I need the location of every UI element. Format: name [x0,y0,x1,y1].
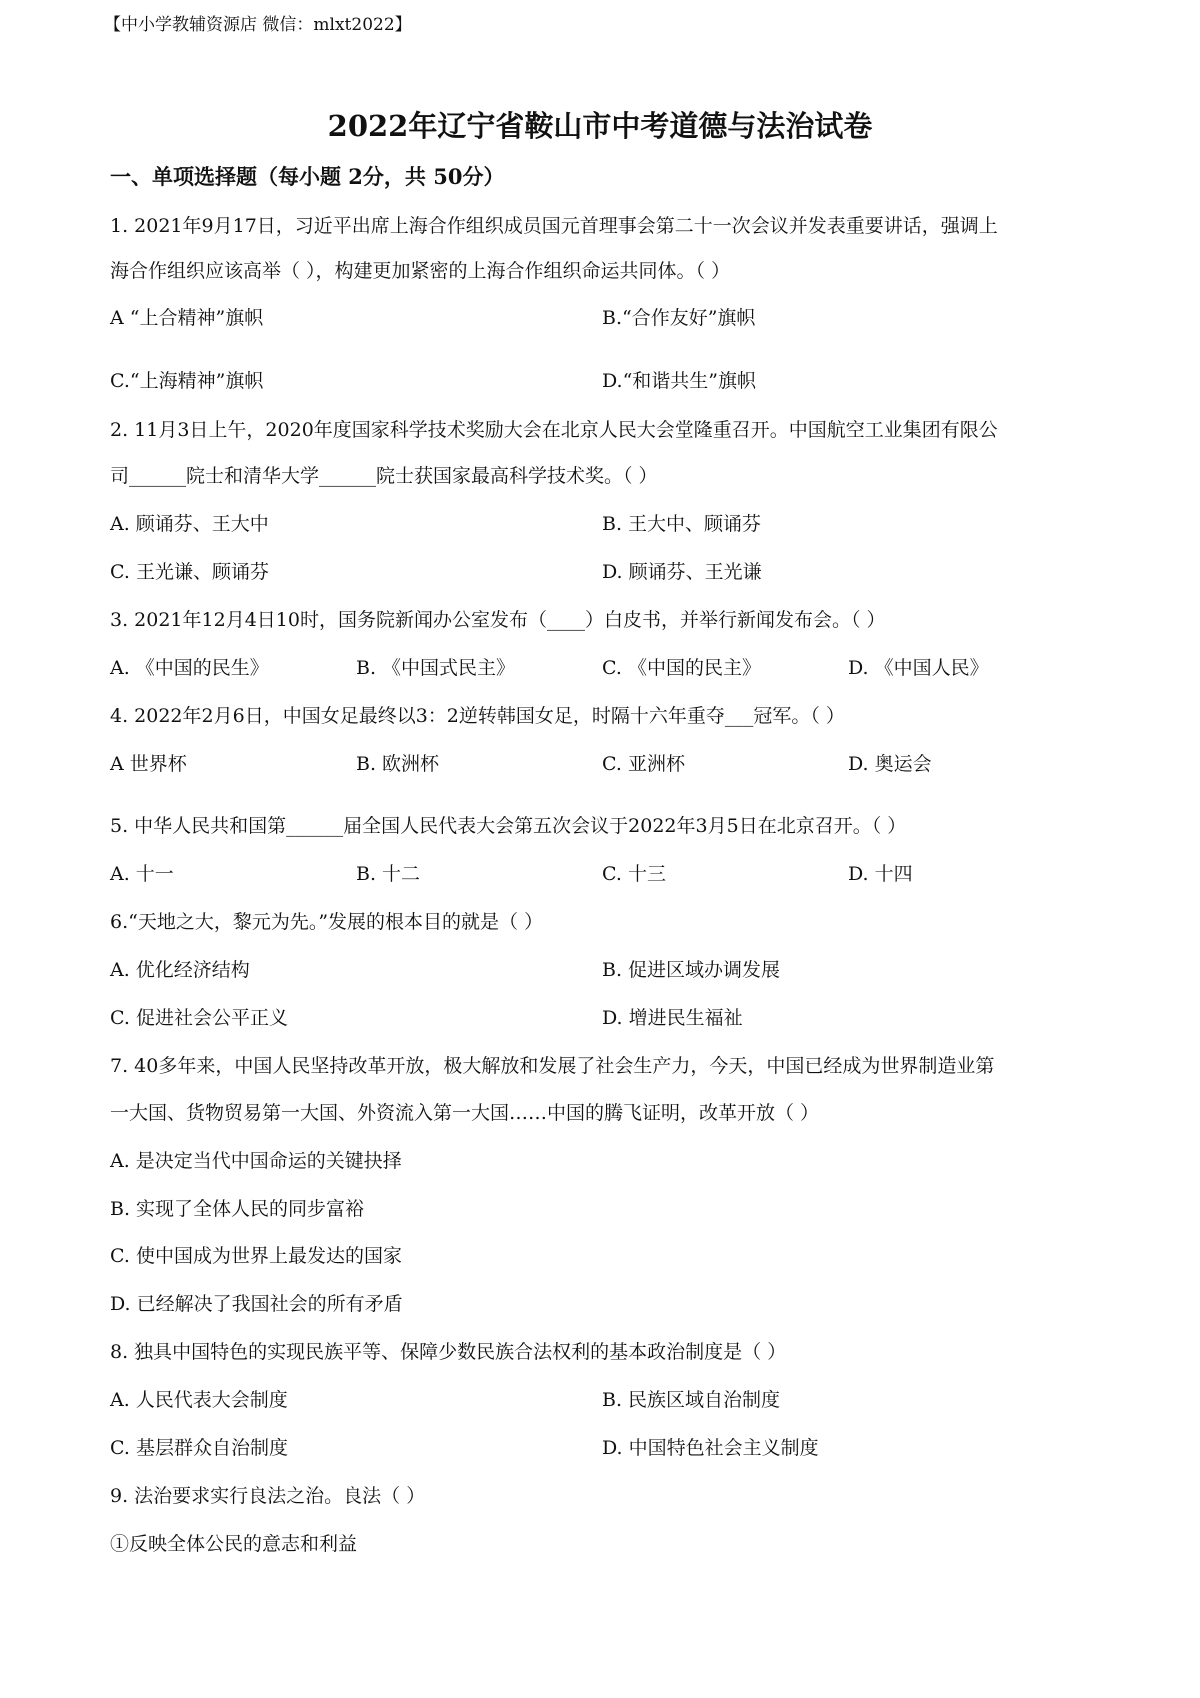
question-1-option-a: A “上合精神”旗帜 [110,307,264,329]
question-5-option-a: A. 十一 [110,863,174,885]
section-heading: 一、单项选择题（每小题 2分，共 50分） [110,164,505,189]
question-8-option-c: C. 基层群众自治制度 [110,1437,288,1459]
question-6-stem: 6.“天地之大，黎元为先。”发展的根本目的就是（ ） [110,911,544,933]
question-7-option-d: D. 已经解决了我国社会的所有矛盾 [110,1293,403,1315]
question-7-option-c: C. 使中国成为世界上最发达的国家 [110,1245,402,1267]
question-8-option-b: B. 民族区域自治制度 [602,1389,781,1411]
question-7-option-a: A. 是决定当代中国命运的关键抉择 [110,1150,402,1172]
question-5-option-c: C. 十三 [602,863,666,885]
question-3-option-a: A. 《中国的民生》 [110,657,269,679]
question-6-option-b: B. 促进区域办调发展 [602,959,781,981]
question-6-option-c: C. 促进社会公平正义 [110,1007,288,1029]
question-7-stem-line-1: 7. 40多年来，中国人民坚持改革开放，极大解放和发展了社会生产力，今天，中国已经成为世界制造业第 [110,1055,995,1077]
question-3-option-b: B. 《中国式民主》 [356,657,516,679]
question-3-option-c: C. 《中国的民主》 [602,657,761,679]
question-3-option-d: D. 《中国人民》 [848,657,989,679]
question-5-stem: 5. 中华人民共和国第______届全国人民代表大会第五次会议于2022年3月5日在北京召开。（ ） [110,815,907,837]
question-4-stem: 4. 2022年2月6日，中国女足最终以3：2逆转韩国女足，时隔十六年重夺___冠军。（ ） [110,705,845,727]
question-7-stem-line-2: 一大国、货物贸易第一大国、外资流入第一大国……中国的腾飞证明，改革开放（ ） [110,1102,820,1124]
question-2-stem-line-2: 司______院士和清华大学______院士获国家最高科学技术奖。（ ） [110,465,658,487]
question-9-stem: 9. 法治要求实行良法之治。良法（ ） [110,1485,426,1507]
page-header: 【中小学教辅资源店 微信：mlxt2022】 [104,15,412,35]
page-title: 2022年辽宁省鞍山市中考道德与法治试卷 [327,109,873,143]
question-8-option-a: A. 人民代表大会制度 [110,1389,288,1411]
question-2-option-a: A. 顾诵芬、王大中 [110,513,269,535]
question-4-option-a: A 世界杯 [110,753,187,775]
question-4-option-d: D. 奥运会 [848,753,932,775]
question-5-option-d: D. 十四 [848,863,913,885]
question-3-stem: 3. 2021年12月4日10时，国务院新闻办公室发布（____）白皮书，并举行新闻发布会。（ ） [110,609,886,631]
question-8-stem: 8. 独具中国特色的实现民族平等、保障少数民族合法权利的基本政治制度是（ ） [110,1341,787,1363]
question-2-option-c: C. 王光谦、顾诵芬 [110,561,269,583]
question-1-option-d: D.“和谐共生”旗帜 [602,370,757,392]
question-4-option-b: B. 欧洲杯 [356,753,440,775]
question-6-option-d: D. 增进民生福祉 [602,1007,743,1029]
question-2-stem-line-1: 2. 11月3日上午，2020年度国家科学技术奖励大会在北京人民大会堂隆重召开。中国航空工业集团有限公 [110,419,998,441]
question-2-option-d: D. 顾诵芬、王光谦 [602,561,762,583]
question-6-option-a: A. 优化经济结构 [110,959,250,981]
question-1-option-b: B.“合作友好”旗帜 [602,307,756,329]
question-9-item-1: ①反映全体公民的意志和利益 [110,1533,358,1555]
question-7-option-b: B. 实现了全体人民的同步富裕 [110,1198,365,1220]
question-5-option-b: B. 十二 [356,863,421,885]
question-2-option-b: B. 王大中、顾诵芬 [602,513,762,535]
question-8-option-d: D. 中国特色社会主义制度 [602,1437,819,1459]
question-1-stem-line-2: 海合作组织应该高举（ ），构建更加紧密的上海合作组织命运共同体。（ ） [110,260,731,282]
question-4-option-c: C. 亚洲杯 [602,753,685,775]
question-1-option-c: C.“上海精神”旗帜 [110,370,264,392]
question-1-stem-line-1: 1. 2021年9月17日，习近平出席上海合作组织成员国元首理事会第二十一次会议并发表重要讲话，强调上 [110,215,998,237]
